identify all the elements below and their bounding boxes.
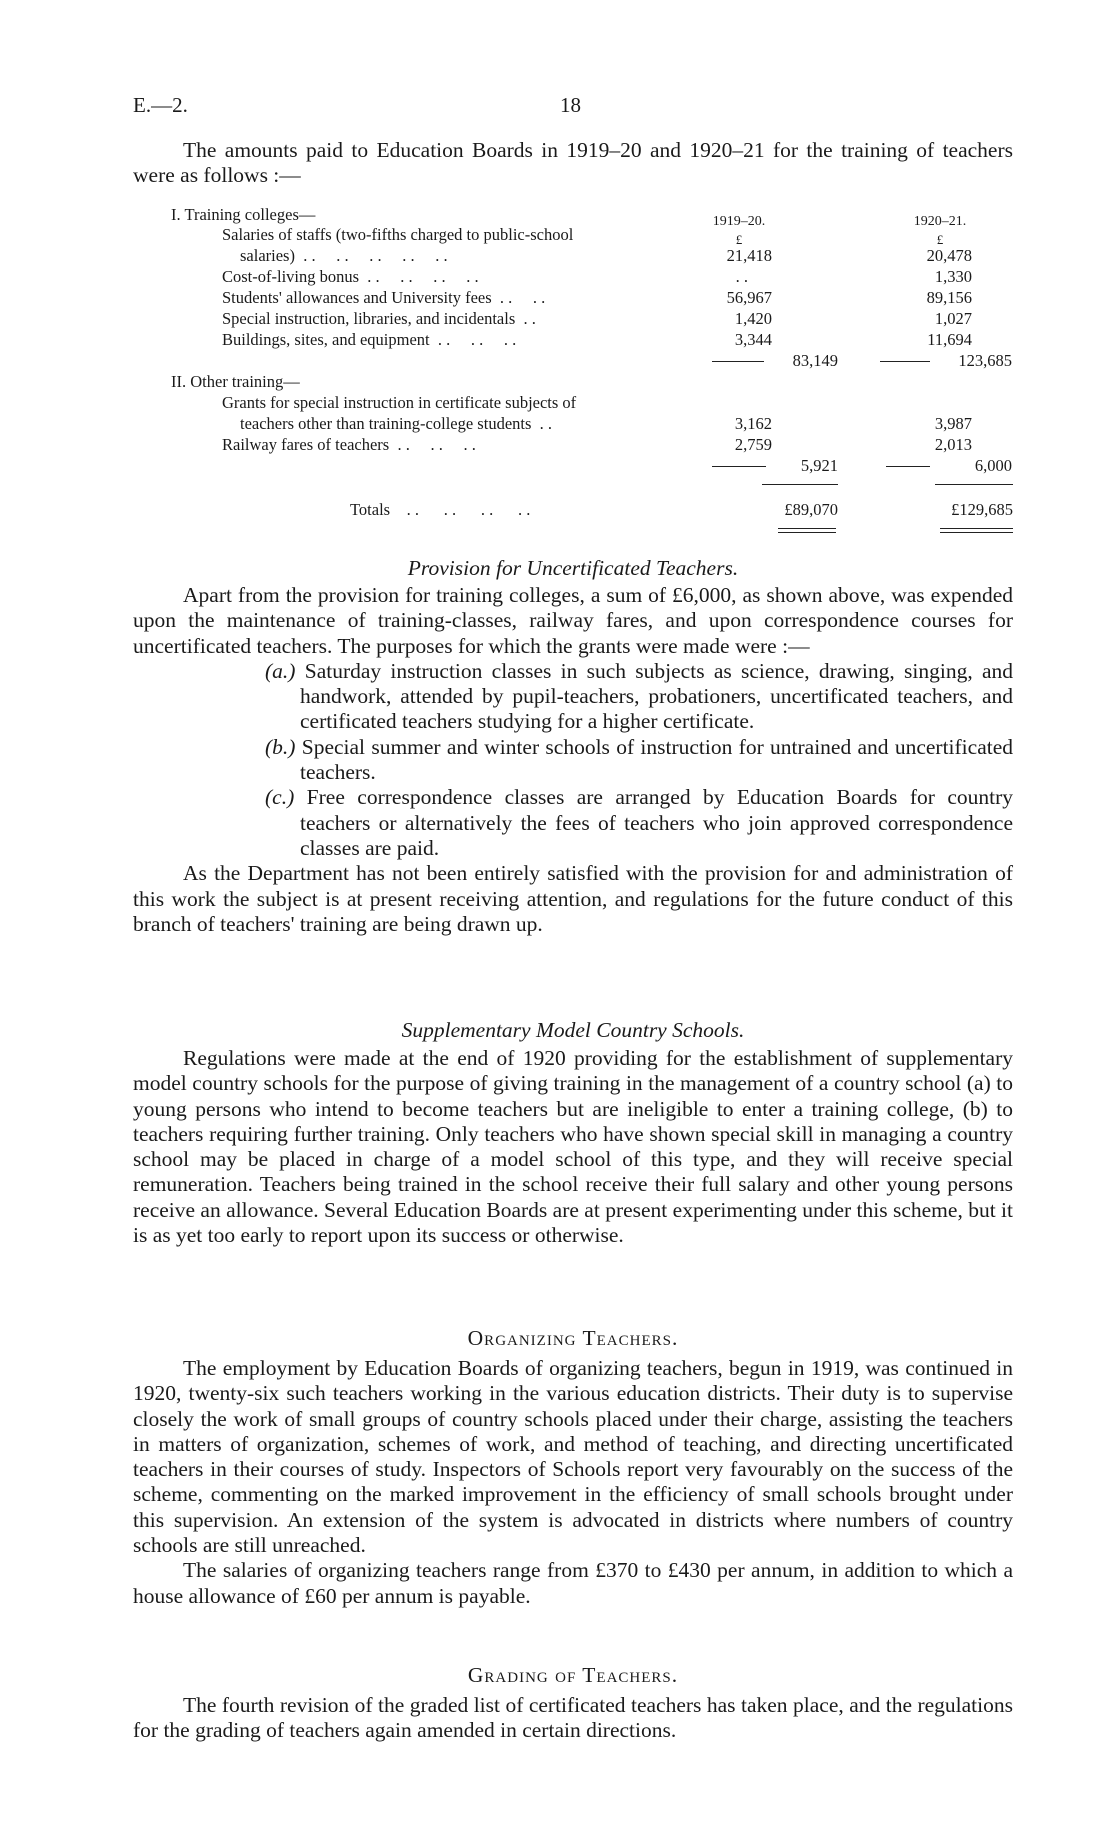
- totals-text: Totals: [350, 500, 391, 519]
- row-salaries-label-2-text: salaries): [240, 246, 295, 265]
- rule-total-double-b-1920: [940, 532, 1013, 533]
- item-b-text: Special summer and winter schools of instruction for untrained and uncertificated teachers.: [300, 734, 1014, 785]
- totals-label: [350, 500, 530, 521]
- supplementary-para: Regulations were made at the end of 1920 providing for the establishment of supplementary model country schools for the purpose of giving training in the management of a country school (a) to young persons who intend to become teachers but are ineligible to enter a training college, (b) to teachers requiring further training. Only teachers who have shown special skill in managing a country school may be placed in charge of a model school of this type, and they will receive special remuneration. Teachers being trained in the school receive their full salary and other young persons receive an allowance. Several Education Boards are at present experimenting under this scheme, but it is as yet too early to report upon its success or otherwise.: [133, 1046, 1013, 1248]
- grading-para: The fourth revision of the graded list of certificated teachers has taken place, and the regulations for the grading of teachers again amended in certain directions.: [133, 1693, 1013, 1743]
- rule-before-totals-1920: [935, 484, 1013, 485]
- rule-sub2-1920: [886, 466, 930, 467]
- rule-total-double-b-1919: [778, 532, 836, 533]
- col-header-1919: 1919–20.: [712, 214, 766, 229]
- item-b-mark: (b.): [265, 734, 296, 759]
- heading-organizing: Organizing Teachers.: [467, 1326, 679, 1350]
- row-salaries-1920: 20,478: [926, 246, 972, 265]
- rule-before-totals-1919: [762, 484, 838, 485]
- rule-total-double-a-1919: [778, 528, 836, 529]
- item-a-text: Saturday instruction classes in such subjects as science, drawing, singing, and handwork, attended by pupil-teachers, probationers, uncertificated teachers, and certificated teachers studying for a higher certificate.: [300, 658, 1013, 734]
- row-special-1920: 1,027: [934, 309, 972, 328]
- grand-total-1919: £89,070: [784, 500, 838, 519]
- provision-item-c: [133, 785, 1013, 861]
- row-buildings-dots: . . . . . .: [429, 330, 517, 349]
- rule-sub1-1919: [712, 361, 764, 362]
- heading-supplementary: Supplementary Model Country Schools.: [401, 1018, 745, 1042]
- section1-title: I. Training colleges—: [171, 205, 316, 224]
- row-buildings-label: [222, 330, 516, 351]
- organizing-para1: The employment by Education Boards of organizing teachers, begun in 1919, was continued in 1920, twenty-six such teachers working in the various education districts. Their duty is to supervise closely the work of small groups of country schools placed under their charge, assisting the teachers in matters of organization, schemes of work, and method of teaching, and directing uncertificated teachers in their courses of study. Inspectors of Schools report very favourably on the success of the scheme, commenting on the marked improvement in the efficiency of small schools brought under this supervision. An extension of the system is advocated in districts where numbers of country schools are still unreached.: [133, 1356, 1013, 1558]
- row-buildings-1919: 3,344: [734, 330, 772, 349]
- row-railway-dots: . . . . . .: [389, 435, 476, 454]
- row-railway-1919: 2,759: [734, 435, 772, 454]
- rule-total-double-a-1920: [940, 528, 1013, 529]
- supplementary-section: [133, 1046, 1013, 1248]
- row-students-text: Students' allowances and University fees: [222, 288, 492, 307]
- row-col-bonus-dots: . . . . . . . .: [359, 267, 479, 286]
- heading-grading: Grading of Teachers.: [467, 1663, 679, 1687]
- row-grants-label-2: [240, 414, 552, 435]
- section2-total-1920: 6,000: [974, 456, 1012, 475]
- row-buildings-text: Buildings, sites, and equipment: [222, 330, 430, 349]
- row-salaries-dots: . . . . . . . . . .: [294, 246, 448, 265]
- provision-section: [133, 583, 1013, 937]
- row-students-dots: . . . .: [491, 288, 546, 307]
- section2-title: II. Other training—: [171, 372, 300, 391]
- row-grants-label-1: Grants for special instruction in certificate subjects of: [222, 393, 577, 412]
- row-grants-1920: 3,987: [934, 414, 972, 433]
- row-students-label: [222, 288, 545, 309]
- row-students-1919: 56,967: [726, 288, 772, 307]
- totals-dots: . . . . . . . .: [406, 500, 531, 519]
- heading-provision: Provision for Uncertificated Teachers.: [407, 556, 739, 580]
- row-col-bonus-1920: 1,330: [934, 267, 972, 286]
- provision-item-b: [133, 735, 1013, 786]
- section1-total-1920: 123,685: [958, 351, 1012, 370]
- intro-paragraph: [133, 138, 1013, 189]
- currency-1920: £: [936, 232, 944, 247]
- currency-1919: £: [735, 232, 743, 247]
- provision-para1: Apart from the provision for training colleges, a sum of £6,000, as shown above, was expended upon the maintenance of training-classes, railway fares, and upon correspondence courses for uncertificated teachers. The purposes for which the grants were made were :—: [133, 583, 1013, 658]
- row-buildings-1920: 11,694: [927, 330, 972, 349]
- row-grants-1919: 3,162: [734, 414, 772, 433]
- item-c-text: Free correspondence classes are arranged by Education Boards for country teachers or alternatively the fees of teachers who join approved correspondence classes are paid.: [300, 785, 1013, 860]
- row-salaries-label-2: [240, 246, 448, 267]
- page-number: 18: [560, 93, 581, 117]
- row-special-dots: . .: [515, 309, 536, 328]
- grand-total-1920: £129,685: [951, 500, 1013, 519]
- row-salaries-label-1: Salaries of staffs (two-fifths charged to public-school: [222, 225, 574, 244]
- row-railway-label: [222, 435, 476, 456]
- row-grants-label-2-text: teachers other than training-college students: [240, 414, 532, 433]
- intro-text: The amounts paid to Education Boards in 1919–20 and 1920–21 for the training of teachers were as follows :—: [133, 138, 1013, 188]
- section2-total-1919: 5,921: [800, 456, 838, 475]
- row-railway-text: Railway fares of teachers: [222, 435, 390, 454]
- row-grants-dots: . .: [531, 414, 553, 433]
- organizing-para2: The salaries of organizing teachers range from £370 to £430 per annum, in addition to which a house allowance of £60 per annum is payable.: [133, 1558, 1013, 1608]
- item-c-mark: (c.): [265, 785, 295, 810]
- rule-sub2-1919: [712, 466, 766, 467]
- rule-sub1-1920: [880, 361, 930, 362]
- row-col-bonus-label: [222, 267, 479, 288]
- provision-para2: As the Department has not been entirely satisfied with the provision for and administration of this work the subject is at present receiving attention, and regulations for the future conduct of this branch of teachers' training are being drawn up.: [133, 861, 1013, 936]
- col-header-1920: 1920–21.: [913, 214, 967, 229]
- row-col-bonus-1919: . .: [735, 267, 748, 286]
- item-a-mark: (a.): [265, 658, 296, 683]
- document-reference: E.—2.: [133, 93, 188, 117]
- row-special-text: Special instruction, libraries, and incidentals: [222, 309, 516, 328]
- row-special-1919: 1,420: [734, 309, 772, 328]
- row-salaries-1919: 21,418: [726, 246, 772, 265]
- section1-total-1919: 83,149: [792, 351, 838, 370]
- row-railway-1920: 2,013: [934, 435, 972, 454]
- organizing-section: [133, 1356, 1013, 1609]
- row-col-bonus-text: Cost-of-living bonus: [222, 267, 360, 286]
- row-students-1920: 89,156: [926, 288, 972, 307]
- grading-section: [133, 1693, 1013, 1744]
- provision-item-a: [133, 659, 1013, 735]
- row-special-label: [222, 309, 536, 330]
